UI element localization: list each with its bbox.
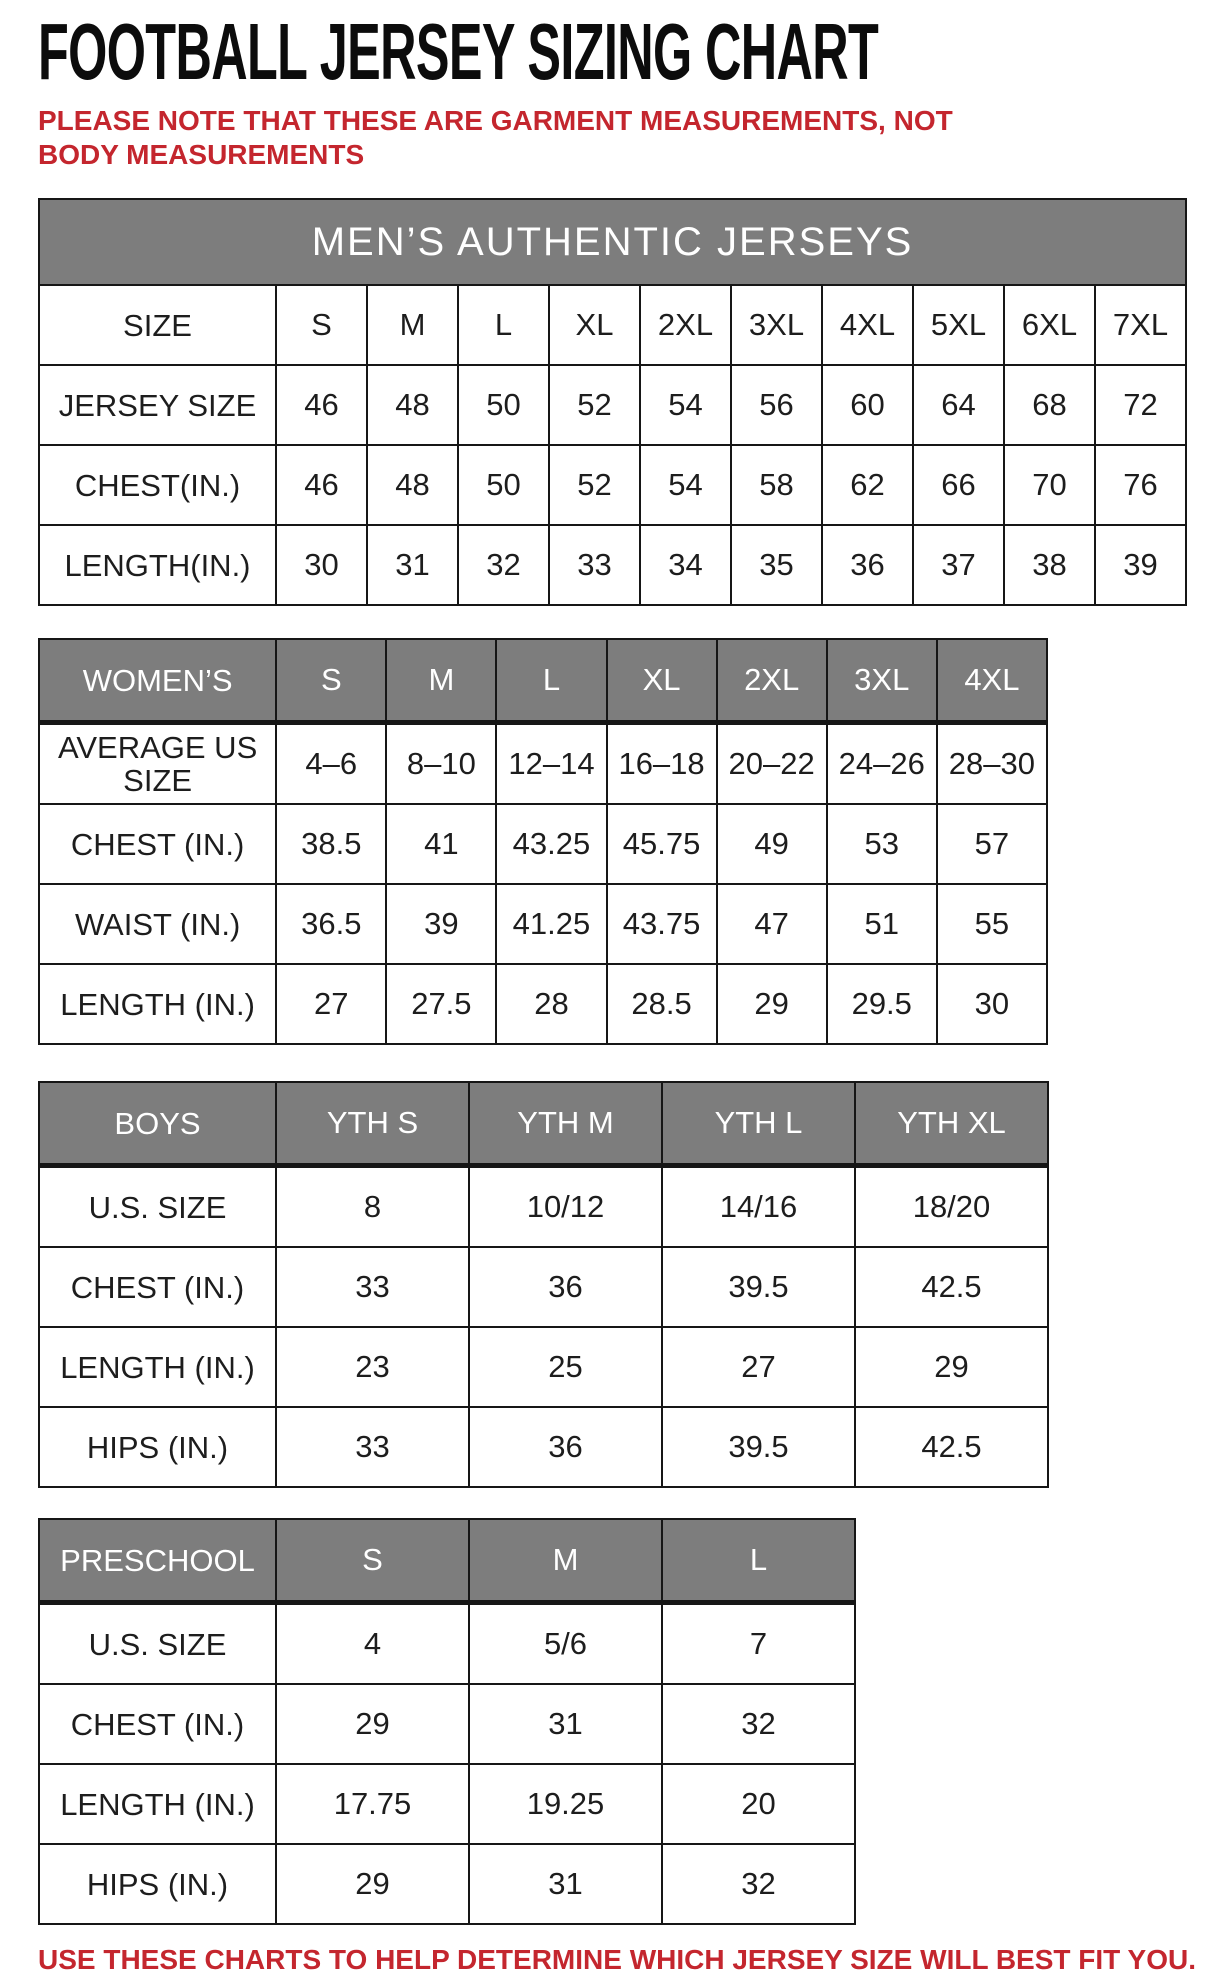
preschool-size-header-cell: S: [276, 1519, 469, 1603]
row-label: WAIST (IN.): [39, 884, 276, 964]
mens-length-cell: 31: [367, 525, 458, 605]
table-header-label: WOMEN’S: [39, 639, 276, 723]
womens-chest-cell: 43.25: [496, 804, 606, 884]
mens-length-cell: 32: [458, 525, 549, 605]
boys-hips-cell: 33: [276, 1407, 469, 1487]
womens-waist-cell: 47: [717, 884, 827, 964]
womens-size-header-cell: XL: [607, 639, 717, 723]
womens-waist-cell: 36.5: [276, 884, 386, 964]
mens-chest-cell: 62: [822, 445, 913, 525]
boys-hips-cell: 39.5: [662, 1407, 855, 1487]
preschool-hips-row: [39, 1844, 855, 1924]
mens-size-cell: 7XL: [1095, 285, 1186, 365]
mens-size-cell: 6XL: [1004, 285, 1095, 365]
table-header-label: PRESCHOOL: [39, 1519, 276, 1603]
preschool-us-size-cell: 7: [662, 1603, 855, 1685]
womens-size-header-cell: 3XL: [827, 639, 937, 723]
womens-size-header-cell: M: [386, 639, 496, 723]
mens-size-cell: 5XL: [913, 285, 1004, 365]
mens-banner: MEN’S AUTHENTIC JERSEYS: [39, 199, 1186, 285]
mens-chest-cell: 70: [1004, 445, 1095, 525]
mens-length-cell: 36: [822, 525, 913, 605]
mens-size-row: [39, 285, 1186, 365]
womens-chest-cell: 49: [717, 804, 827, 884]
row-label: LENGTH (IN.): [39, 1764, 276, 1844]
mens-length-cell: 37: [913, 525, 1004, 605]
mens-chest-cell: 48: [367, 445, 458, 525]
mens-length-cell: 34: [640, 525, 731, 605]
preschool-hips-cell: 31: [469, 1844, 662, 1924]
womens-us-size-cell: 16–18: [607, 723, 717, 805]
boys-header-row: [39, 1082, 1048, 1166]
mens-size-cell: 2XL: [640, 285, 731, 365]
boys-size-header-cell: YTH M: [469, 1082, 662, 1166]
mens-chest-row: [39, 445, 1186, 525]
womens-chest-cell: 53: [827, 804, 937, 884]
row-label: CHEST (IN.): [39, 1247, 276, 1327]
mens-authentic-jerseys-table: [38, 198, 1187, 606]
womens-table: [38, 638, 1048, 1045]
preschool-us-size-row: [39, 1603, 855, 1685]
boys-us-size-row: [39, 1166, 1048, 1248]
womens-length-cell: 28.5: [607, 964, 717, 1044]
mens-size-cell: 3XL: [731, 285, 822, 365]
preschool-chest-cell: 29: [276, 1684, 469, 1764]
row-label: LENGTH (IN.): [39, 1327, 276, 1407]
mens-jersey-size-cell: 60: [822, 365, 913, 445]
mens-jersey-size-cell: 52: [549, 365, 640, 445]
mens-jersey-size-row: [39, 365, 1186, 445]
womens-chest-cell: 57: [937, 804, 1047, 884]
preschool-table: [38, 1518, 856, 1925]
womens-us-size-cell: 24–26: [827, 723, 937, 805]
row-label: U.S. SIZE: [39, 1603, 276, 1685]
mens-size-cell: M: [367, 285, 458, 365]
mens-jersey-size-cell: 68: [1004, 365, 1095, 445]
mens-jersey-size-cell: 64: [913, 365, 1004, 445]
preschool-chest-row: [39, 1684, 855, 1764]
boys-size-header-cell: YTH XL: [855, 1082, 1048, 1166]
boys-us-size-cell: 8: [276, 1166, 469, 1248]
row-label: CHEST (IN.): [39, 1684, 276, 1764]
mens-jersey-size-cell: 56: [731, 365, 822, 445]
mens-jersey-size-cell: 54: [640, 365, 731, 445]
womens-us-size-row: [39, 723, 1047, 805]
garment-measurement-note: PLEASE NOTE THAT THESE ARE GARMENT MEASUREMENTS, NOT BODY MEASUREMENTS: [38, 105, 953, 170]
mens-size-cell: S: [276, 285, 367, 365]
boys-chest-cell: 42.5: [855, 1247, 1048, 1327]
boys-length-row: [39, 1327, 1048, 1407]
mens-length-cell: 35: [731, 525, 822, 605]
mens-size-cell: L: [458, 285, 549, 365]
mens-chest-cell: 46: [276, 445, 367, 525]
womens-length-cell: 29.5: [827, 964, 937, 1044]
boys-us-size-cell: 18/20: [855, 1166, 1048, 1248]
womens-size-header-cell: 2XL: [717, 639, 827, 723]
mens-banner-row: [39, 199, 1186, 285]
row-label: HIPS (IN.): [39, 1407, 276, 1487]
row-label: HIPS (IN.): [39, 1844, 276, 1924]
boys-chest-cell: 39.5: [662, 1247, 855, 1327]
mens-chest-cell: 58: [731, 445, 822, 525]
preschool-size-header-cell: M: [469, 1519, 662, 1603]
womens-length-cell: 27.5: [386, 964, 496, 1044]
mens-length-cell: 39: [1095, 525, 1186, 605]
womens-us-size-cell: 12–14: [496, 723, 606, 805]
boys-length-cell: 27: [662, 1327, 855, 1407]
boys-hips-row: [39, 1407, 1048, 1487]
mens-jersey-size-cell: 48: [367, 365, 458, 445]
row-label: LENGTH (IN.): [39, 964, 276, 1044]
womens-waist-cell: 41.25: [496, 884, 606, 964]
mens-chest-cell: 66: [913, 445, 1004, 525]
mens-jersey-size-cell: 72: [1095, 365, 1186, 445]
preschool-length-row: [39, 1764, 855, 1844]
mens-length-cell: 30: [276, 525, 367, 605]
womens-waist-cell: 43.75: [607, 884, 717, 964]
mens-chest-cell: 76: [1095, 445, 1186, 525]
page-title: [38, 7, 1220, 96]
mens-chest-cell: 50: [458, 445, 549, 525]
boys-us-size-cell: 10/12: [469, 1166, 662, 1248]
preschool-length-cell: 20: [662, 1764, 855, 1844]
boys-us-size-cell: 14/16: [662, 1166, 855, 1248]
row-label: LENGTH(IN.): [39, 525, 276, 605]
mens-jersey-size-cell: 50: [458, 365, 549, 445]
mens-length-row: [39, 525, 1186, 605]
boys-chest-cell: 36: [469, 1247, 662, 1327]
preschool-length-cell: 17.75: [276, 1764, 469, 1844]
womens-size-header-cell: 4XL: [937, 639, 1047, 723]
womens-waist-row: [39, 884, 1047, 964]
boys-length-cell: 23: [276, 1327, 469, 1407]
womens-size-header-cell: L: [496, 639, 606, 723]
womens-length-row: [39, 964, 1047, 1044]
mens-length-cell: 38: [1004, 525, 1095, 605]
womens-chest-cell: 38.5: [276, 804, 386, 884]
mens-length-cell: 33: [549, 525, 640, 605]
boys-length-cell: 29: [855, 1327, 1048, 1407]
womens-chest-cell: 45.75: [607, 804, 717, 884]
boys-chest-row: [39, 1247, 1048, 1327]
womens-size-header-cell: S: [276, 639, 386, 723]
row-label: AVERAGE US SIZE: [39, 723, 276, 805]
preschool-length-cell: 19.25: [469, 1764, 662, 1844]
preschool-hips-cell: 32: [662, 1844, 855, 1924]
womens-length-cell: 28: [496, 964, 606, 1044]
mens-jersey-size-cell: 46: [276, 365, 367, 445]
mens-chest-cell: 52: [549, 445, 640, 525]
womens-waist-cell: 55: [937, 884, 1047, 964]
womens-us-size-cell: 28–30: [937, 723, 1047, 805]
womens-us-size-cell: 8–10: [386, 723, 496, 805]
womens-length-cell: 30: [937, 964, 1047, 1044]
womens-header-row: [39, 639, 1047, 723]
row-label: CHEST(IN.): [39, 445, 276, 525]
boys-length-cell: 25: [469, 1327, 662, 1407]
womens-us-size-cell: 4–6: [276, 723, 386, 805]
boys-size-header-cell: YTH L: [662, 1082, 855, 1166]
womens-us-size-cell: 20–22: [717, 723, 827, 805]
page-title-text: FOOTBALL JERSEY SIZING CHART: [38, 7, 879, 96]
preschool-us-size-cell: 5/6: [469, 1603, 662, 1685]
preschool-us-size-cell: 4: [276, 1603, 469, 1685]
womens-length-cell: 27: [276, 964, 386, 1044]
mens-chest-cell: 54: [640, 445, 731, 525]
row-label: SIZE: [39, 285, 276, 365]
row-label: JERSEY SIZE: [39, 365, 276, 445]
table-header-label: BOYS: [39, 1082, 276, 1166]
boys-hips-cell: 36: [469, 1407, 662, 1487]
row-label: U.S. SIZE: [39, 1166, 276, 1248]
preschool-chest-cell: 31: [469, 1684, 662, 1764]
fit-advice-note: USE THESE CHARTS TO HELP DETERMINE WHICH JERSEY SIZE WILL BEST FIT YOU.: [38, 1944, 1196, 1975]
preschool-hips-cell: 29: [276, 1844, 469, 1924]
boys-size-header-cell: YTH S: [276, 1082, 469, 1166]
womens-waist-cell: 39: [386, 884, 496, 964]
womens-length-cell: 29: [717, 964, 827, 1044]
preschool-chest-cell: 32: [662, 1684, 855, 1764]
boys-table: [38, 1081, 1049, 1488]
preschool-header-row: [39, 1519, 855, 1603]
mens-size-cell: XL: [549, 285, 640, 365]
womens-chest-cell: 41: [386, 804, 496, 884]
womens-chest-row: [39, 804, 1047, 884]
boys-hips-cell: 42.5: [855, 1407, 1048, 1487]
boys-chest-cell: 33: [276, 1247, 469, 1327]
womens-waist-cell: 51: [827, 884, 937, 964]
preschool-size-header-cell: L: [662, 1519, 855, 1603]
mens-size-cell: 4XL: [822, 285, 913, 365]
row-label: CHEST (IN.): [39, 804, 276, 884]
